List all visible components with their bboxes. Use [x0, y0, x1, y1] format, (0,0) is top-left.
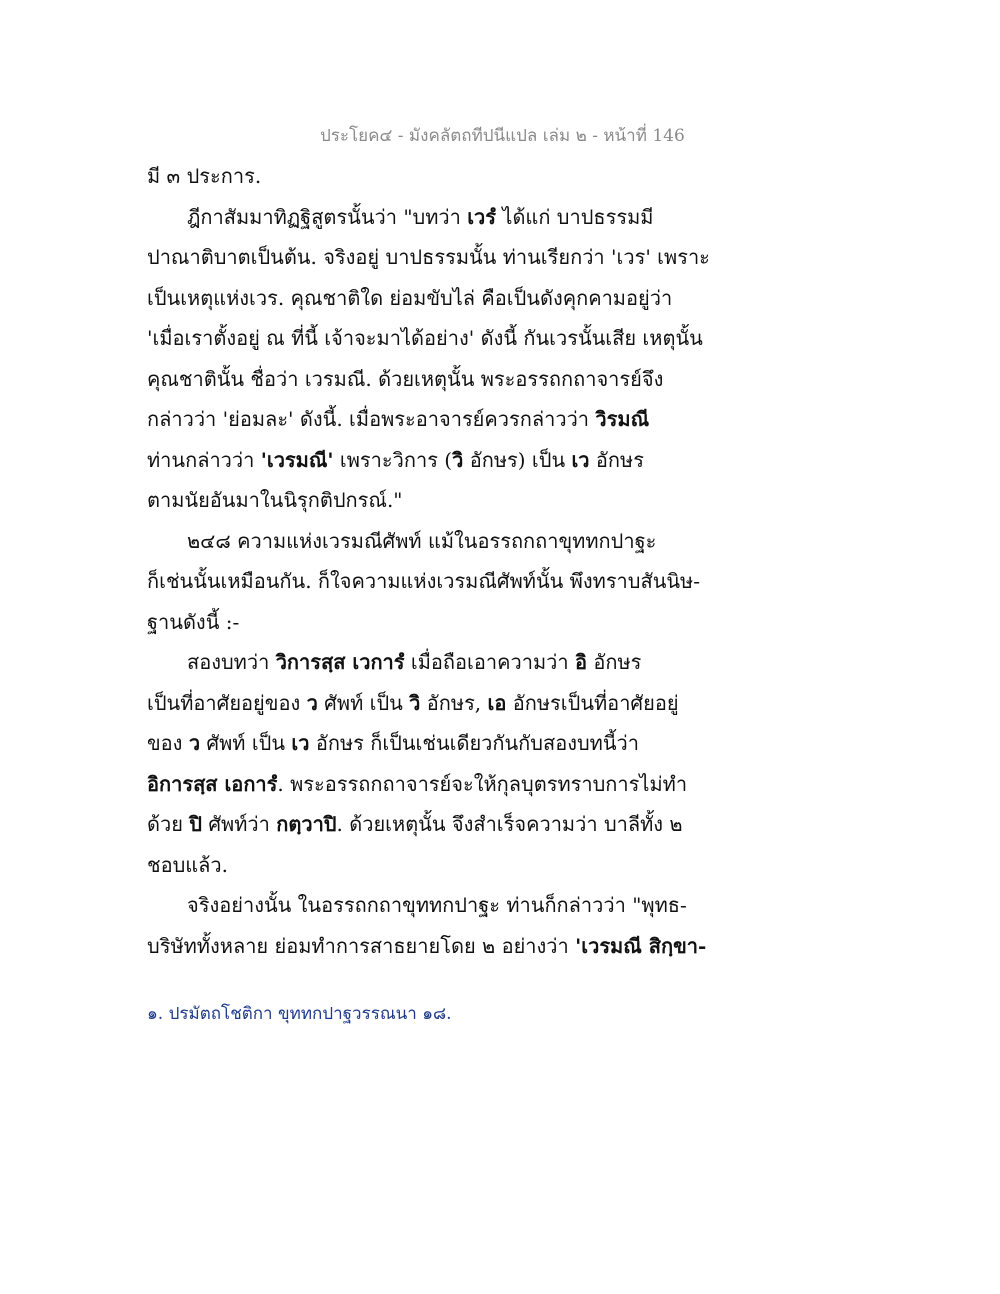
footnote: ๑. ปรมัตถโชติกา ขุททกปาฐวรรณนา ๑๘. — [147, 1004, 452, 1024]
text-line — [147, 359, 707, 400]
bold-term: อิการสฺส เอการํ — [147, 771, 278, 796]
text-segment: ฎีกาสัมมาทิฏฐิสูตรนั้นว่า "บทว่า — [187, 204, 468, 229]
text-line — [147, 764, 707, 805]
text-segment: ปาณาติบาตเป็นต้น. จริงอยู่ บาปธรรมนั้น ท่านเรียกว่า 'เวร' เพราะ — [147, 245, 710, 269]
text-segment: ตามนัยอันมาในนิรุกติปกรณ์." — [147, 488, 403, 512]
text-line — [147, 885, 707, 926]
text-segment: อักษร — [589, 447, 644, 472]
text-segment: ด้วย — [147, 812, 190, 836]
text-line — [147, 845, 707, 886]
bold-term: เว — [571, 447, 590, 472]
text-segment: ชอบแล้ว. — [147, 852, 229, 877]
text-segment: ศัพท์ เป็น — [200, 731, 292, 755]
text-segment: คุณชาตินั้น ชื่อว่า เวรมณี. ด้วยเหตุนั้น พระอรรถกถาจารย์จึง — [147, 366, 664, 391]
running-header: ประโยค๔ - มังคลัตถทีปนีแปล เล่ม ๒ - หน้าที่ 146 — [320, 126, 685, 146]
bold-term: วิการสฺส เวการํ — [275, 650, 405, 674]
text-line — [147, 197, 707, 238]
text-line — [147, 804, 707, 845]
bold-term: อิ — [574, 650, 587, 674]
text-line — [147, 521, 707, 562]
text-segment: . ด้วยเหตุนั้น จึงสำเร็จความว่า บาลีทั้ง ๒ — [336, 812, 683, 836]
bold-term: ว — [306, 690, 318, 715]
text-segment: อักษร — [586, 650, 642, 674]
text-segment: 'เมื่อเราตั้งอยู่ ณ ที่นี้ เจ้าจะมาได้อย่าง' ดังนี้ กันเวรนั้นเสีย เหตุนั้น — [147, 326, 703, 350]
text-line — [147, 278, 707, 319]
text-segment: ก็เช่นนั้นเหมือนกัน. ก็ใจความแห่งเวรมณีศัพท์นั้น พึงทราบสันนิษ- — [147, 569, 700, 593]
bold-term: เว — [291, 731, 310, 755]
text-segment: จริงอย่างนั้น ในอรรถกถาขุททกปาฐะ ท่านก็กล่าวว่า "พุทธ- — [187, 893, 687, 917]
text-segment: ศัพท์ เป็น — [317, 690, 410, 715]
text-line — [147, 926, 707, 967]
text-segment: อักษร) เป็น — [463, 447, 572, 472]
text-line — [147, 683, 707, 724]
text-segment: อักษร, — [420, 690, 488, 715]
text-line — [147, 156, 707, 197]
bold-term: วิรมณี — [595, 407, 650, 431]
body-text — [147, 156, 710, 966]
text-line — [147, 561, 707, 602]
text-segment: เมื่อถือเอาความว่า — [404, 650, 575, 674]
text-line — [147, 399, 707, 440]
text-segment: เป็นเหตุแห่งเวร. คุณชาติใด ย่อมขับไล่ คือเป็นดังคุกคามอยู่ว่า — [147, 285, 673, 310]
text-segment: ๒๔๘ ความแห่งเวรมณีศัพท์ แม้ในอรรถกถาขุททกปาฐะ — [187, 528, 657, 553]
text-segment: ท่านกล่าวว่า — [147, 447, 261, 472]
text-segment: ได้แก่ บาปธรรมมี — [496, 204, 654, 229]
bold-term: เวรํ — [467, 204, 497, 229]
text-line — [147, 642, 707, 683]
text-line — [147, 440, 707, 481]
text-segment: อักษรเป็นที่อาศัยอยู่ — [506, 690, 679, 715]
text-line — [147, 318, 707, 359]
bold-term: กตฺวาปิ — [276, 812, 337, 836]
text-line — [147, 602, 707, 643]
text-segment: เป็นที่อาศัยอยู่ของ — [147, 690, 307, 715]
text-segment: มี ๓ ประการ. — [147, 164, 262, 188]
text-segment: เพราะวิการ ( — [333, 447, 453, 472]
text-segment: ของ — [147, 731, 189, 755]
bold-term: 'เวรมณี' — [260, 447, 334, 472]
text-segment: ศัพท์ว่า — [202, 812, 277, 836]
bold-term: วิ — [409, 690, 421, 715]
text-segment: กล่าวว่า 'ย่อมละ' ดังนี้. เมื่อพระอาจารย์ควรกล่าวว่า — [147, 407, 596, 431]
text-segment: ฐานดังนี้ :- — [147, 609, 240, 634]
text-line — [147, 723, 707, 764]
bold-term: เอ — [487, 690, 507, 715]
bold-term: ว — [188, 731, 201, 755]
text-segment: บริษัททั้งหลาย ย่อมทำการสาธยายโดย ๒ อย่างว่า — [147, 933, 576, 958]
bold-term: 'เวรมณี สิกฺขา- — [575, 933, 707, 958]
text-line — [147, 237, 710, 278]
text-segment: . พระอรรถกถาจารย์จะให้กุลบุตรทราบการไม่ทำ — [277, 771, 688, 796]
bold-term: วิ — [452, 447, 464, 472]
text-segment: อักษร ก็เป็นเช่นเดียวกันกับสองบทนี้ว่า — [309, 731, 639, 755]
text-segment: สองบทว่า — [187, 650, 276, 674]
text-line — [147, 480, 707, 521]
bold-term: ปิ — [189, 812, 202, 836]
